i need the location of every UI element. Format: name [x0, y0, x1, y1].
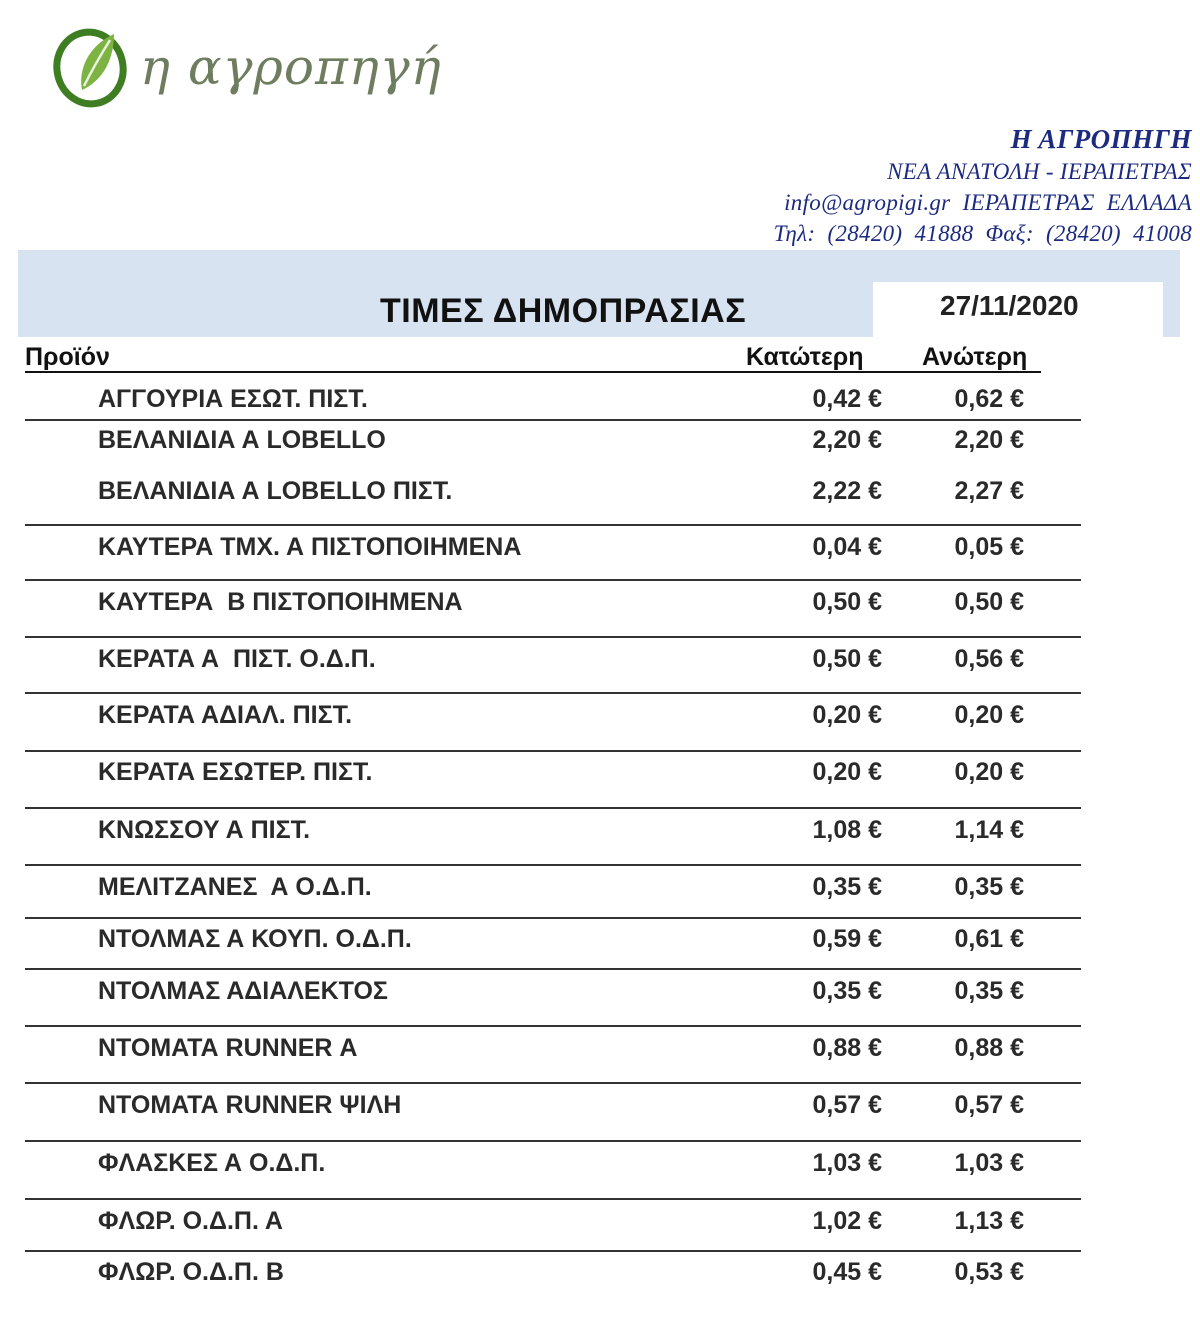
row-separator — [25, 750, 1081, 752]
row-separator — [25, 807, 1081, 809]
product-name: ΑΓΓΟΥΡΙΑ ΕΣΩΤ. ΠΙΣΤ. — [98, 385, 368, 413]
high-price: 2,27 € — [954, 477, 1024, 505]
product-name: ΚΕΡΑΤΑ ΕΣΩΤΕΡ. ΠΙΣΤ. — [98, 758, 373, 786]
column-header-product: Προϊόν — [25, 343, 110, 371]
product-name: ΜΕΛΙΤΖΑΝΕΣ Α Ο.Δ.Π. — [98, 873, 372, 901]
row-separator — [25, 636, 1081, 638]
row-separator — [25, 1025, 1081, 1027]
high-price: 0,88 € — [954, 1034, 1024, 1062]
high-price: 0,35 € — [954, 873, 1024, 901]
low-price: 0,50 € — [812, 588, 882, 616]
high-price: 1,13 € — [954, 1207, 1024, 1235]
low-price: 0,35 € — [812, 873, 882, 901]
column-header-low: Κατώτερη — [746, 343, 864, 371]
row-separator — [25, 864, 1081, 866]
low-price: 0,20 € — [812, 701, 882, 729]
high-price: 0,61 € — [954, 925, 1024, 953]
high-price: 2,20 € — [954, 426, 1024, 454]
low-price: 0,35 € — [812, 977, 882, 1005]
row-separator — [25, 917, 1081, 919]
high-price: 0,50 € — [954, 588, 1024, 616]
row-separator — [25, 968, 1081, 970]
product-name: ΚΕΡΑΤΑ ΑΔΙΑΛ. ΠΙΣΤ. — [98, 701, 353, 729]
high-price: 1,14 € — [954, 816, 1024, 844]
low-price: 0,59 € — [812, 925, 882, 953]
low-price: 2,22 € — [812, 477, 882, 505]
table-row — [0, 977, 1200, 1017]
table-row — [0, 588, 1200, 628]
column-header-high: Ανώτερη — [922, 343, 1028, 371]
high-price: 0,56 € — [954, 645, 1024, 673]
high-price: 0,05 € — [954, 533, 1024, 561]
product-name: ΚΑΥΤΕΡΑ ΤΜΧ. Α ΠΙΣΤΟΠΟΙΗΜΕΝΑ — [98, 533, 522, 561]
row-separator — [25, 1250, 1081, 1252]
table-row — [0, 1034, 1200, 1074]
company-address: ΝΕΑ ΑΝΑΤΟΛΗ - ΙΕΡΑΠΕΤΡΑΣ — [887, 159, 1192, 184]
product-name: ΚΕΡΑΤΑ Α ΠΙΣΤ. Ο.Δ.Π. — [98, 645, 376, 673]
product-name: ΝΤΟΛΜΑΣ ΑΔΙΑΛΕΚΤΟΣ — [98, 977, 388, 1005]
row-separator — [25, 579, 1081, 581]
high-price: 0,62 € — [954, 385, 1024, 413]
product-name: ΝΤΟΛΜΑΣ Α ΚΟΥΠ. Ο.Δ.Π. — [98, 925, 412, 953]
table-row — [0, 477, 1200, 517]
product-name: ΝΤΟΜΑΤΑ RUNNER Α — [98, 1034, 358, 1062]
low-price: 0,04 € — [812, 533, 882, 561]
low-price: 0,57 € — [812, 1091, 882, 1119]
table-row — [0, 758, 1200, 798]
low-price: 1,03 € — [812, 1149, 882, 1177]
low-price: 0,42 € — [812, 385, 882, 413]
low-price: 1,02 € — [812, 1207, 882, 1235]
low-price: 0,88 € — [812, 1034, 882, 1062]
table-row — [0, 645, 1200, 685]
leaf-icon — [48, 20, 138, 110]
high-price: 0,53 € — [954, 1258, 1024, 1286]
row-separator — [25, 1082, 1081, 1084]
table-row — [0, 1258, 1200, 1298]
low-price: 2,20 € — [812, 426, 882, 454]
product-name: ΚΑΥΤΕΡΑ Β ΠΙΣΤΟΠΟΙΗΜΕΝΑ — [98, 588, 463, 616]
product-name: ΦΛΑΣΚΕΣ Α Ο.Δ.Π. — [98, 1149, 326, 1177]
company-logo — [48, 20, 442, 120]
table-row — [0, 701, 1200, 741]
high-price: 0,35 € — [954, 977, 1024, 1005]
product-name: ΒΕΛΑΝΙΔΙΑ Α LOBELLO ΠΙΣΤ. — [98, 477, 453, 505]
table-row — [0, 925, 1200, 965]
product-name: ΚΝΩΣΣΟΥ Α ΠΙΣΤ. — [98, 816, 311, 844]
high-price: 1,03 € — [954, 1149, 1024, 1177]
company-info — [774, 122, 1192, 249]
company-name: Η ΑΓΡΟΠΗΓΗ — [1010, 124, 1192, 154]
low-price: 0,20 € — [812, 758, 882, 786]
product-name: ΒΕΛΑΝΙΔΙΑ Α LOBELLO — [98, 426, 386, 454]
row-separator — [25, 1140, 1081, 1142]
product-name: ΝΤΟΜΑΤΑ RUNNER ΨΙΛΗ — [98, 1091, 402, 1119]
low-price: 1,08 € — [812, 816, 882, 844]
table-row — [0, 426, 1200, 466]
report-date: 27/11/2020 — [940, 290, 1079, 321]
product-name: ΦΛΩΡ. Ο.Δ.Π. Α — [98, 1207, 283, 1235]
table-row — [0, 1149, 1200, 1189]
header-rule — [25, 371, 1041, 373]
report-title: ΤΙΜΕΣ ΔΗΜΟΠΡΑΣΙΑΣ — [380, 292, 747, 330]
low-price: 0,45 € — [812, 1258, 882, 1286]
high-price: 0,20 € — [954, 758, 1024, 786]
table-row — [0, 816, 1200, 856]
row-separator — [25, 1198, 1081, 1200]
table-row — [0, 1207, 1200, 1247]
logo-text: η αγροπηγή — [140, 38, 442, 96]
product-name: ΦΛΩΡ. Ο.Δ.Π. Β — [98, 1258, 284, 1286]
row-separator — [25, 419, 1081, 421]
company-phone-line: Τηλ: (28420) 41888 Φαξ: (28420) 41008 — [773, 221, 1192, 246]
table-row — [0, 533, 1200, 573]
row-separator — [25, 692, 1081, 694]
high-price: 0,57 € — [954, 1091, 1024, 1119]
high-price: 0,20 € — [954, 701, 1024, 729]
low-price: 0,50 € — [812, 645, 882, 673]
table-row — [0, 873, 1200, 913]
company-email-line: info@agropigi.gr ΙΕΡΑΠΕΤΡΑΣ ΕΛΛΑΔΑ — [784, 190, 1192, 215]
row-separator — [25, 524, 1081, 526]
table-row — [0, 1091, 1200, 1131]
